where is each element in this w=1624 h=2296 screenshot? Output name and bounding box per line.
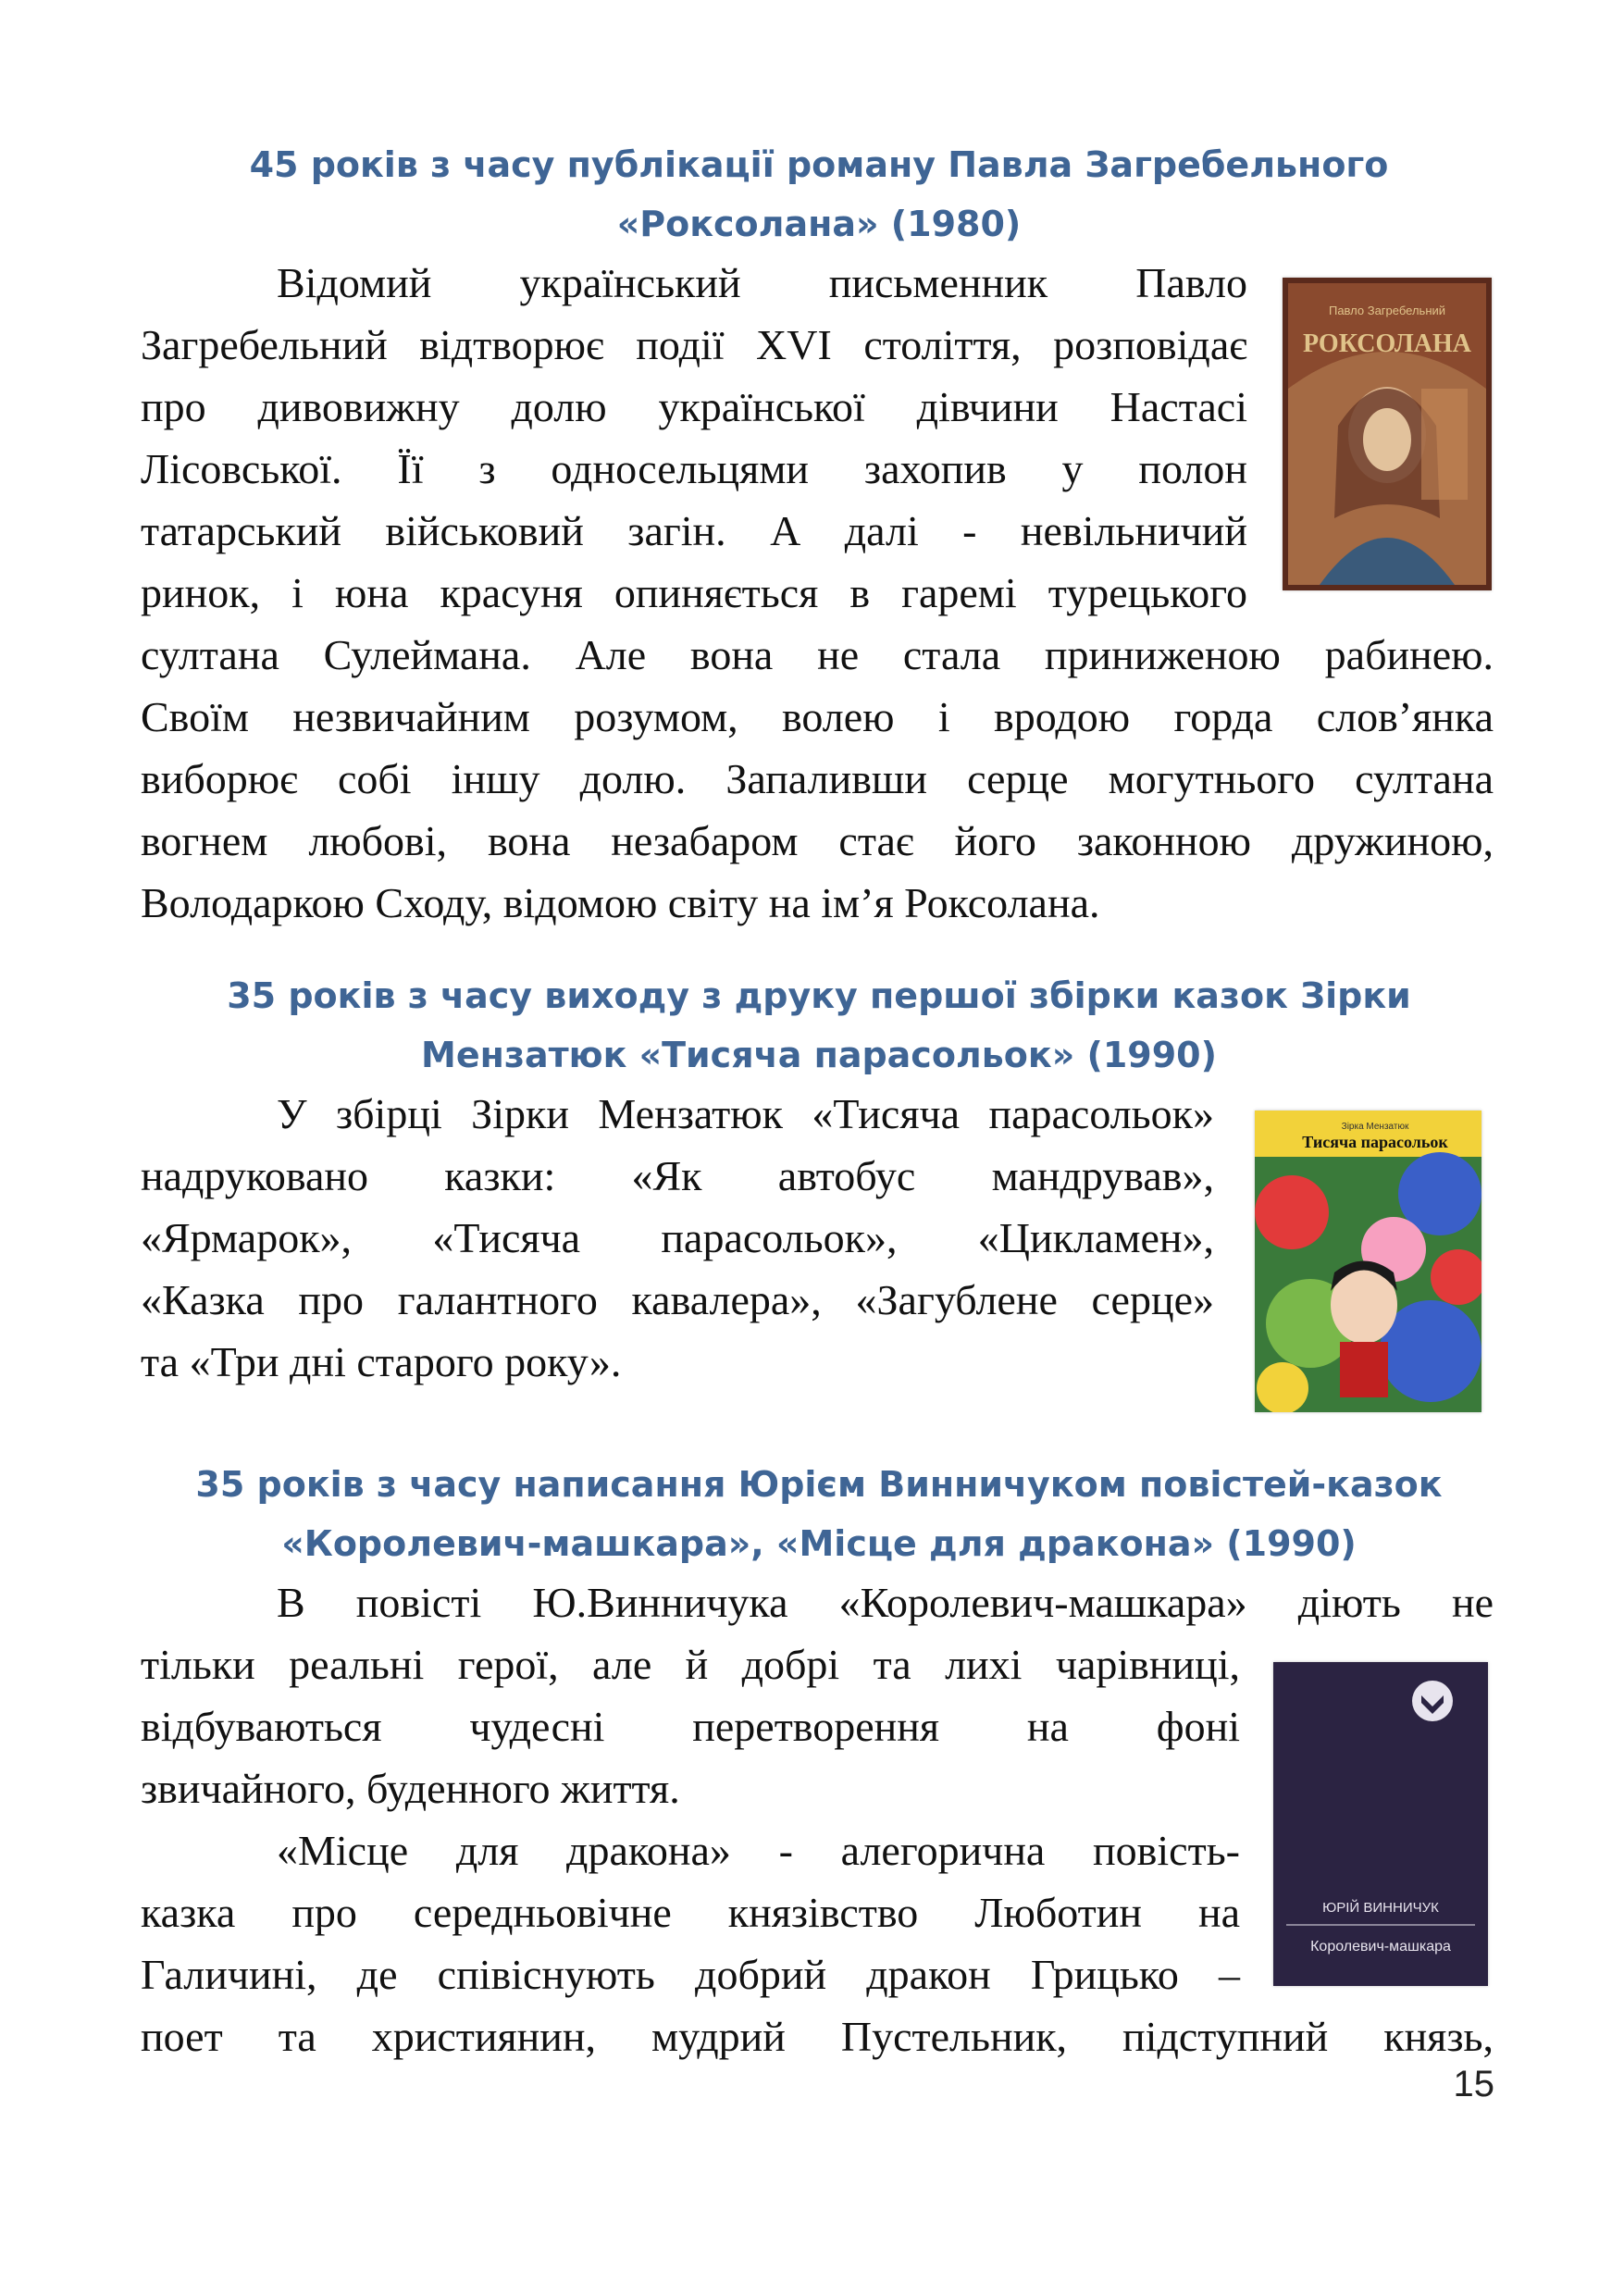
text-line: надруковано казки: «Як автобус мандрував», xyxy=(141,1152,1214,1199)
text-line: «Казка про галантного кавалера», «Загублене серце» xyxy=(141,1276,1214,1323)
book-cover-korolevych-mashkara-art xyxy=(1273,1662,1488,1986)
text-line: «Місце для дракона» - алегорична повість- xyxy=(277,1827,1240,1874)
roksolana-title: РОКСОЛАНА xyxy=(1302,329,1472,358)
text-line: султана Сулеймана. Але вона не стала приниженою рабинею. xyxy=(141,631,1494,678)
text-line: В повісті Ю.Винничука «Королевич-машкара» діють не xyxy=(277,1579,1494,1626)
book-cover-roksolana-art xyxy=(1283,278,1492,590)
parasolok-title: Тисяча парасольок xyxy=(1302,1133,1448,1151)
text-line: ринок, і юна красуня опиняється в гаремі турецького xyxy=(141,569,1247,616)
text-line: Лісовської. Її з односельцями захопив у полон xyxy=(141,445,1247,492)
text-line: звичайного, буденного життя. xyxy=(141,1765,680,1812)
section-1-paragraph-top xyxy=(141,252,1247,624)
section-2-paragraph xyxy=(141,1083,1214,1393)
section-3-paragraph-middle xyxy=(141,1633,1240,2005)
section-2-heading xyxy=(139,966,1499,1085)
text-line: Галичині, де співіснують добрий дракон Грицько – xyxy=(141,1951,1240,1998)
book-cover-korolevych-mashkara xyxy=(1273,1662,1488,1986)
section-3-paragraph-last xyxy=(141,2005,1494,2067)
text-line: казка про середньовічне князівство Люботин на xyxy=(141,1889,1240,1936)
text-line: відбуваються чудесні перетворення на фоні xyxy=(141,1703,1240,1750)
section-3-heading-line-2: «Королевич-машкара», «Місце для дракона» (1990) xyxy=(281,1523,1357,1564)
parasolok-author: Зірка Мензатюк xyxy=(1341,1122,1409,1132)
text-line: У збірці Зірки Мензатюк «Тисяча парасольок» xyxy=(277,1090,1214,1137)
text-line: вогнем любові, вона незабаром стає його законною дружиною, xyxy=(141,817,1494,864)
text-line: виборює собі іншу долю. Запаливши серце могутнього султана xyxy=(141,755,1494,802)
text-line: «Ярмарок», «Тисяча парасольок», «Цикламен», xyxy=(141,1214,1214,1261)
page-number: 15 xyxy=(1453,2064,1494,2104)
section-3-heading-line-1: 35 років з часу написання Юрієм Винничуком повістей-казок xyxy=(195,1464,1443,1505)
section-3-heading xyxy=(139,1455,1499,1573)
text-line: про дивовижну долю української дівчини Настасі xyxy=(141,383,1247,430)
section-3-paragraph-first xyxy=(141,1571,1494,1633)
text-line: Загребельний відтворює події XVI століття, розповідає xyxy=(141,321,1247,368)
text-line: татарський військовий загін. А далі - невільничий xyxy=(141,507,1247,554)
text-line: поет та християнин, мудрий Пустельник, підступний князь, xyxy=(141,2013,1494,2060)
text-line: тільки реальні герої, але й добрі та лихі чарівниці, xyxy=(141,1641,1240,1688)
text-line: Відомий український письменник Павло xyxy=(277,259,1247,306)
section-1-heading-line-1: 45 років з часу публікації роману Павла Загребельного xyxy=(249,144,1389,185)
mashkara-author: ЮРІЙ ВИННИЧУК xyxy=(1322,1900,1439,1916)
section-1-paragraph-bottom xyxy=(141,624,1494,934)
book-cover-roksolana xyxy=(1283,278,1492,590)
mashkara-title: Королевич-машкара xyxy=(1310,1939,1451,1955)
book-cover-tysiacha-parasolok xyxy=(1255,1111,1481,1412)
book-cover-tysiacha-parasolok-art xyxy=(1255,1111,1481,1412)
text-line: Володаркою Сходу, відомою світу на ім’я Роксолана. xyxy=(141,879,1100,926)
text-line: та «Три дні старого року». xyxy=(141,1338,622,1385)
section-2-heading-line-2: Мензатюк «Тисяча парасольок» (1990) xyxy=(421,1035,1217,1075)
section-2-heading-line-1: 35 років з часу виходу з друку першої збірки казок Зірки xyxy=(227,975,1411,1016)
roksolana-author: Павло Загребельний xyxy=(1328,304,1446,317)
section-1-heading-line-2: «Роксолана» (1980) xyxy=(616,204,1022,244)
section-1-heading xyxy=(139,135,1499,254)
text-line: Своїм незвичайним розумом, волею і вродою горда слов’янка xyxy=(141,693,1494,740)
